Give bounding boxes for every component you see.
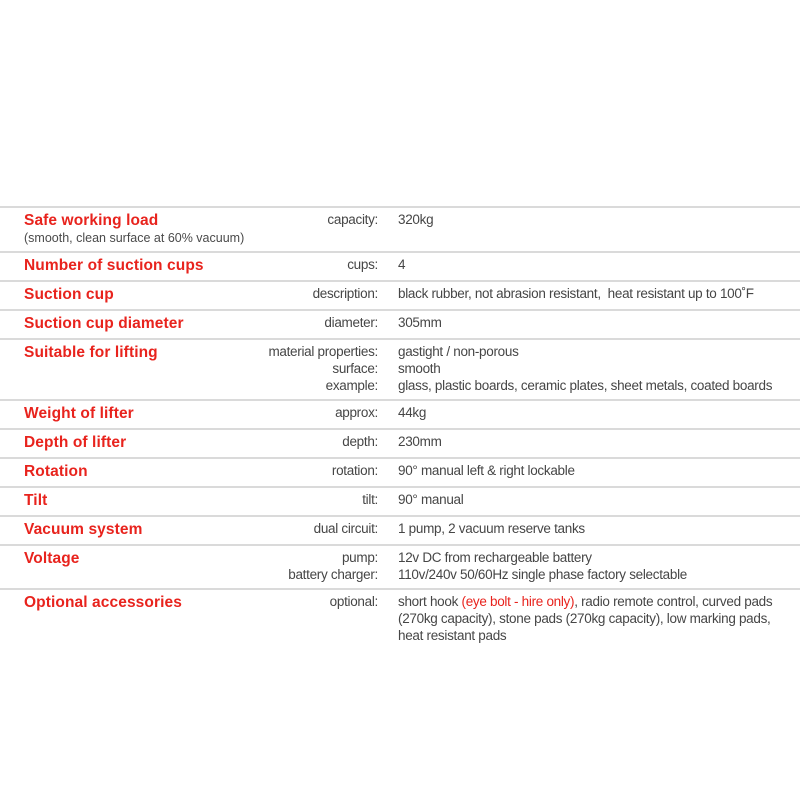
row-key-cell: [260, 549, 378, 583]
table-row: [0, 251, 800, 280]
spec-label: Optional accessories: [24, 594, 182, 611]
spec-key: example:: [325, 378, 378, 393]
spec-key: depth:: [342, 434, 378, 449]
table-row: [0, 399, 800, 428]
row-label-cell: [24, 343, 260, 394]
spec-key: capacity:: [327, 212, 378, 227]
spec-key: diameter:: [324, 315, 378, 330]
spec-value: 12v DC from rechargeable battery: [398, 550, 592, 565]
spec-key: dual circuit:: [313, 521, 378, 536]
row-value-cell: [378, 549, 792, 583]
spec-label: Suction cup diameter: [24, 315, 184, 332]
row-key-cell: [260, 314, 378, 333]
spec-label: Voltage: [24, 550, 80, 567]
spec-label: Vacuum system: [24, 521, 143, 538]
spec-label: Safe working load: [24, 212, 159, 229]
row-label-cell: [24, 404, 260, 423]
spec-value: 230mm: [398, 434, 442, 449]
row-label-cell: [24, 314, 260, 333]
table-row: [0, 206, 800, 251]
row-value-cell: [378, 433, 792, 452]
spec-value: 320kg: [398, 212, 434, 227]
table-row: [0, 309, 800, 338]
spec-key: approx:: [335, 405, 378, 420]
table-row: [0, 588, 800, 649]
spec-value: gastight / non-porous: [398, 344, 519, 359]
row-value-cell: [378, 314, 792, 333]
spec-key: battery charger:: [288, 567, 378, 582]
spec-value: 90° manual left & right lockable: [398, 463, 575, 478]
table-row: [0, 515, 800, 544]
table-row: [0, 338, 800, 399]
spec-value: black rubber, not abrasion resistant, heat resistant up to 100˚F: [398, 286, 754, 301]
row-key-cell: [260, 462, 378, 481]
row-value-cell: [378, 593, 792, 644]
spec-label: Depth of lifter: [24, 434, 127, 451]
row-key-cell: [260, 211, 378, 246]
row-label-cell: [24, 520, 260, 539]
spec-value: 4: [398, 257, 406, 272]
spec-table: [0, 206, 800, 649]
row-label-cell: [24, 256, 260, 275]
spec-value: smooth: [398, 361, 441, 376]
row-value-cell: [378, 404, 792, 423]
row-label-cell: [24, 433, 260, 452]
row-value-cell: [378, 285, 792, 304]
spec-label: Suitable for lifting: [24, 344, 158, 361]
row-value-cell: [378, 520, 792, 539]
spec-key: rotation:: [331, 463, 378, 478]
spec-value-text: short hook: [398, 594, 462, 609]
row-key-cell: [260, 285, 378, 304]
row-key-cell: [260, 256, 378, 275]
spec-value-text: , radio remote control, curved pads (270kg capacity), stone pads (270kg capacity), low marking pads, heat resistant pads: [398, 594, 776, 643]
row-label-cell: [24, 491, 260, 510]
spec-key: tilt:: [362, 492, 378, 507]
row-key-cell: [260, 433, 378, 452]
spec-value: 1 pump, 2 vacuum reserve tanks: [398, 521, 585, 536]
spec-key: material properties:: [268, 344, 378, 359]
row-key-cell: [260, 404, 378, 423]
table-row: [0, 486, 800, 515]
row-label-cell: [24, 285, 260, 304]
spec-key: cups:: [347, 257, 378, 272]
spec-value: 305mm: [398, 315, 442, 330]
table-row: [0, 457, 800, 486]
table-row: [0, 544, 800, 588]
row-label-cell: [24, 593, 260, 644]
row-value-cell: [378, 256, 792, 275]
row-value-cell: [378, 343, 792, 394]
spec-key: optional:: [329, 594, 378, 609]
spec-sublabel: (smooth, clean surface at 60% vacuum): [24, 231, 245, 245]
row-key-cell: [260, 343, 378, 394]
row-label-cell: [24, 211, 260, 246]
spec-value: 110v/240v 50/60Hz single phase factory selectable: [398, 567, 687, 582]
row-label-cell: [24, 549, 260, 583]
spec-value: [398, 593, 792, 644]
row-label-cell: [24, 462, 260, 481]
row-key-cell: [260, 593, 378, 644]
spec-value-highlight: (eye bolt - hire only): [461, 594, 575, 609]
spec-value: 44kg: [398, 405, 427, 420]
spec-label: Weight of lifter: [24, 405, 134, 422]
spec-label: Tilt: [24, 492, 48, 509]
table-row: [0, 428, 800, 457]
spec-value: glass, plastic boards, ceramic plates, sheet metals, coated boards: [398, 378, 773, 393]
row-key-cell: [260, 520, 378, 539]
table-row: [0, 280, 800, 309]
spec-label: Rotation: [24, 463, 88, 480]
spec-value: 90° manual: [398, 492, 464, 507]
spec-key: surface:: [332, 361, 378, 376]
row-value-cell: [378, 211, 792, 246]
spec-key: pump:: [341, 550, 378, 565]
spec-label: Suction cup: [24, 286, 114, 303]
spec-key: description:: [312, 286, 378, 301]
row-value-cell: [378, 462, 792, 481]
row-key-cell: [260, 491, 378, 510]
row-value-cell: [378, 491, 792, 510]
spec-label: Number of suction cups: [24, 257, 204, 274]
